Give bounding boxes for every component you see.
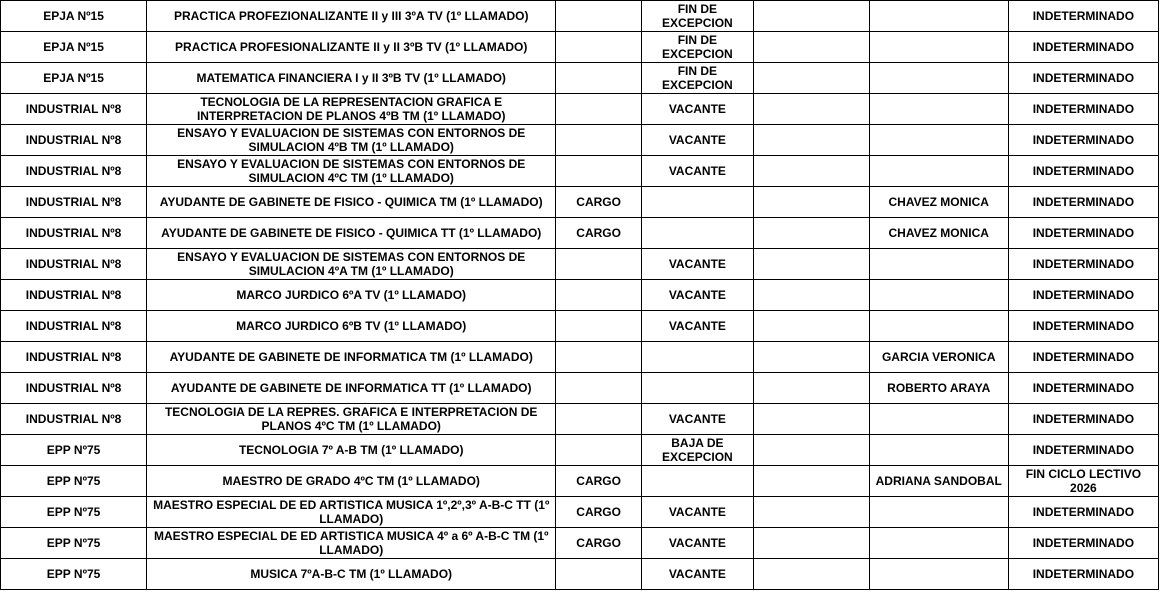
holder-cell	[869, 156, 1008, 187]
table-row	[1, 280, 1159, 311]
reason-cell: BAJA DE EXCEPCION	[641, 435, 753, 466]
school-cell: EPJA Nº15	[1, 1, 147, 32]
empty-cell	[753, 342, 869, 373]
type-cell	[556, 404, 642, 435]
empty-cell	[753, 559, 869, 590]
reason-cell	[641, 187, 753, 218]
school-cell: EPJA Nº15	[1, 32, 147, 63]
subject-cell: PRACTICA PROFEZIONALIZANTE II y III 3ºA TV (1º LLAMADO)	[147, 1, 556, 32]
type-cell	[556, 280, 642, 311]
empty-cell	[753, 218, 869, 249]
holder-cell: GARCIA VERONICA	[869, 342, 1008, 373]
school-cell: EPJA Nº15	[1, 63, 147, 94]
end-cell: INDETERMINADO	[1008, 497, 1158, 528]
subject-cell: MATEMATICA FINANCIERA I y II 3ºB TV (1º LLAMADO)	[147, 63, 556, 94]
reason-cell: VACANTE	[641, 559, 753, 590]
school-cell: INDUSTRIAL Nº8	[1, 218, 147, 249]
holder-cell	[869, 404, 1008, 435]
type-cell: CARGO	[556, 466, 642, 497]
table-row	[1, 497, 1159, 528]
school-cell: INDUSTRIAL Nº8	[1, 342, 147, 373]
reason-cell: VACANTE	[641, 404, 753, 435]
end-cell: INDETERMINADO	[1008, 63, 1158, 94]
type-cell	[556, 63, 642, 94]
holder-cell: ROBERTO ARAYA	[869, 373, 1008, 404]
end-cell: INDETERMINADO	[1008, 1, 1158, 32]
end-cell: INDETERMINADO	[1008, 528, 1158, 559]
holder-cell	[869, 249, 1008, 280]
empty-cell	[753, 466, 869, 497]
type-cell: CARGO	[556, 528, 642, 559]
table-row	[1, 156, 1159, 187]
table-row	[1, 1, 1159, 32]
table-row	[1, 311, 1159, 342]
holder-cell	[869, 559, 1008, 590]
reason-cell	[641, 218, 753, 249]
table-row	[1, 559, 1159, 590]
holder-cell	[869, 125, 1008, 156]
type-cell	[556, 373, 642, 404]
type-cell	[556, 32, 642, 63]
end-cell: INDETERMINADO	[1008, 125, 1158, 156]
holder-cell	[869, 94, 1008, 125]
school-cell: EPP Nº75	[1, 466, 147, 497]
type-cell	[556, 1, 642, 32]
table-row	[1, 125, 1159, 156]
empty-cell	[753, 497, 869, 528]
holder-cell	[869, 63, 1008, 94]
type-cell	[556, 156, 642, 187]
holder-cell	[869, 1, 1008, 32]
empty-cell	[753, 311, 869, 342]
school-cell: INDUSTRIAL Nº8	[1, 156, 147, 187]
table-row	[1, 32, 1159, 63]
subject-cell: AYUDANTE DE GABINETE DE FISICO - QUIMICA TM (1º LLAMADO)	[147, 187, 556, 218]
end-cell: INDETERMINADO	[1008, 373, 1158, 404]
end-cell: INDETERMINADO	[1008, 435, 1158, 466]
table-row	[1, 373, 1159, 404]
type-cell	[556, 94, 642, 125]
subject-cell: AYUDANTE DE GABINETE DE FISICO - QUIMICA TT (1º LLAMADO)	[147, 218, 556, 249]
subject-cell: AYUDANTE DE GABINETE DE INFORMATICA TT (1º LLAMADO)	[147, 373, 556, 404]
end-cell: INDETERMINADO	[1008, 32, 1158, 63]
holder-cell: ADRIANA SANDOBAL	[869, 466, 1008, 497]
school-cell: INDUSTRIAL Nº8	[1, 404, 147, 435]
subject-cell: MAESTRO DE GRADO 4ºC TM (1º LLAMADO)	[147, 466, 556, 497]
reason-cell: VACANTE	[641, 497, 753, 528]
end-cell: INDETERMINADO	[1008, 94, 1158, 125]
empty-cell	[753, 156, 869, 187]
subject-cell: MAESTRO ESPECIAL DE ED ARTISTICA MUSICA 1º,2º,3º A-B-C TT (1º LLAMADO)	[147, 497, 556, 528]
end-cell: INDETERMINADO	[1008, 404, 1158, 435]
holder-cell	[869, 280, 1008, 311]
table-row	[1, 466, 1159, 497]
end-cell: INDETERMINADO	[1008, 342, 1158, 373]
reason-cell: VACANTE	[641, 125, 753, 156]
subject-cell: AYUDANTE DE GABINETE DE INFORMATICA TM (1º LLAMADO)	[147, 342, 556, 373]
type-cell	[556, 125, 642, 156]
type-cell: CARGO	[556, 497, 642, 528]
holder-cell	[869, 311, 1008, 342]
reason-cell: VACANTE	[641, 249, 753, 280]
holder-cell	[869, 435, 1008, 466]
empty-cell	[753, 249, 869, 280]
holder-cell: CHAVEZ MONICA	[869, 218, 1008, 249]
subject-cell: TECNOLOGIA DE LA REPRES. GRAFICA E INTERPRETACION DE PLANOS 4ºC TM (1º LLAMADO)	[147, 404, 556, 435]
type-cell	[556, 342, 642, 373]
subject-cell: MAESTRO ESPECIAL DE ED ARTISTICA MUSICA 4º a 6º A-B-C TM (1º LLAMADO)	[147, 528, 556, 559]
subject-cell: TECNOLOGIA 7º A-B TM (1º LLAMADO)	[147, 435, 556, 466]
type-cell	[556, 435, 642, 466]
school-cell: EPP Nº75	[1, 435, 147, 466]
table-row	[1, 404, 1159, 435]
empty-cell	[753, 63, 869, 94]
school-cell: EPP Nº75	[1, 497, 147, 528]
type-cell	[556, 559, 642, 590]
school-cell: INDUSTRIAL Nº8	[1, 373, 147, 404]
empty-cell	[753, 187, 869, 218]
reason-cell: VACANTE	[641, 156, 753, 187]
type-cell	[556, 311, 642, 342]
end-cell: INDETERMINADO	[1008, 218, 1158, 249]
reason-cell: VACANTE	[641, 280, 753, 311]
end-cell: FIN CICLO LECTIVO 2026	[1008, 466, 1158, 497]
school-cell: INDUSTRIAL Nº8	[1, 125, 147, 156]
subject-cell: MARCO JURDICO 6ºB TV (1º LLAMADO)	[147, 311, 556, 342]
holder-cell	[869, 528, 1008, 559]
table-row	[1, 94, 1159, 125]
school-cell: EPP Nº75	[1, 559, 147, 590]
empty-cell	[753, 280, 869, 311]
end-cell: INDETERMINADO	[1008, 156, 1158, 187]
type-cell	[556, 249, 642, 280]
school-cell: INDUSTRIAL Nº8	[1, 94, 147, 125]
subject-cell: TECNOLOGIA DE LA REPRESENTACION GRAFICA E INTERPRETACION DE PLANOS 4ºB TM (1º LLAMADO)	[147, 94, 556, 125]
table-row	[1, 435, 1159, 466]
subject-cell: MUSICA 7ºA-B-C TM (1º LLAMADO)	[147, 559, 556, 590]
vacancies-table-body	[1, 1, 1159, 590]
end-cell: INDETERMINADO	[1008, 311, 1158, 342]
reason-cell	[641, 342, 753, 373]
reason-cell: VACANTE	[641, 94, 753, 125]
empty-cell	[753, 1, 869, 32]
empty-cell	[753, 528, 869, 559]
reason-cell: FIN DE EXCEPCION	[641, 1, 753, 32]
table-row	[1, 249, 1159, 280]
type-cell: CARGO	[556, 218, 642, 249]
table-row	[1, 218, 1159, 249]
empty-cell	[753, 404, 869, 435]
table-row	[1, 63, 1159, 94]
school-cell: INDUSTRIAL Nº8	[1, 280, 147, 311]
subject-cell: MARCO JURDICO 6ºA TV (1º LLAMADO)	[147, 280, 556, 311]
empty-cell	[753, 94, 869, 125]
empty-cell	[753, 32, 869, 63]
reason-cell: FIN DE EXCEPCION	[641, 32, 753, 63]
table-row	[1, 187, 1159, 218]
subject-cell: ENSAYO Y EVALUACION DE SISTEMAS CON ENTORNOS DE SIMULACION 4ºA TM (1º LLAMADO)	[147, 249, 556, 280]
subject-cell: ENSAYO Y EVALUACION DE SISTEMAS CON ENTORNOS DE SIMULACION 4ºB TM (1º LLAMADO)	[147, 125, 556, 156]
end-cell: INDETERMINADO	[1008, 559, 1158, 590]
school-cell: EPP Nº75	[1, 528, 147, 559]
end-cell: INDETERMINADO	[1008, 280, 1158, 311]
empty-cell	[753, 373, 869, 404]
school-cell: INDUSTRIAL Nº8	[1, 187, 147, 218]
end-cell: INDETERMINADO	[1008, 249, 1158, 280]
reason-cell: FIN DE EXCEPCION	[641, 63, 753, 94]
table-row	[1, 528, 1159, 559]
school-cell: INDUSTRIAL Nº8	[1, 249, 147, 280]
holder-cell: CHAVEZ MONICA	[869, 187, 1008, 218]
type-cell: CARGO	[556, 187, 642, 218]
subject-cell: ENSAYO Y EVALUACION DE SISTEMAS CON ENTORNOS DE SIMULACION 4ºC TM (1º LLAMADO)	[147, 156, 556, 187]
reason-cell: VACANTE	[641, 528, 753, 559]
end-cell: INDETERMINADO	[1008, 187, 1158, 218]
school-cell: INDUSTRIAL Nº8	[1, 311, 147, 342]
empty-cell	[753, 435, 869, 466]
subject-cell: PRACTICA PROFESIONALIZANTE II y II 3ºB TV (1º LLAMADO)	[147, 32, 556, 63]
reason-cell: VACANTE	[641, 311, 753, 342]
empty-cell	[753, 125, 869, 156]
reason-cell	[641, 466, 753, 497]
holder-cell	[869, 497, 1008, 528]
table-row	[1, 342, 1159, 373]
holder-cell	[869, 32, 1008, 63]
reason-cell	[641, 373, 753, 404]
